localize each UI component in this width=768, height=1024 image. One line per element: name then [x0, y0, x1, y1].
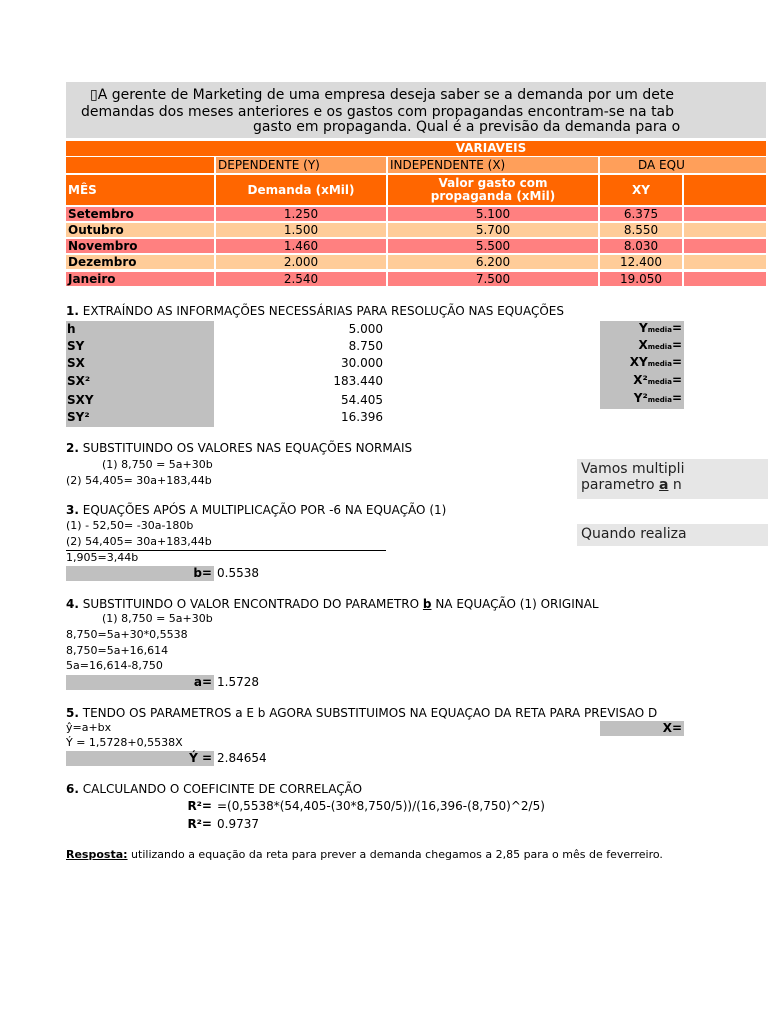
cell-demanda: 2.000 [216, 255, 386, 269]
dependente-header: DEPENDENTE (Y) [216, 157, 386, 173]
section-4-heading [66, 597, 599, 611]
cell-extra [684, 272, 766, 286]
s5-eq1: ŷ=a+bx [66, 721, 112, 734]
r2-value-label: R²= [187, 817, 212, 831]
y-label: Ý = [189, 751, 212, 765]
da-equacao-header: DA EQU [600, 157, 766, 173]
cell-xy: 8.550 [600, 223, 682, 237]
answer-label: Resposta: [66, 848, 128, 861]
section-2-heading [66, 441, 412, 455]
intro-line-2: demandas dos meses anteriores e os gastos com propagandas encontram-se na tab [81, 104, 675, 120]
section-number: 3. [66, 503, 79, 517]
b-label: b= [193, 566, 212, 580]
section-title: SUBSTITUINDO OS VALORES NAS EQUAÇÕES NORMAIS [82, 441, 413, 455]
y-value: 2.84654 [217, 751, 267, 765]
s1-value-sy2: 16.396 [341, 410, 383, 424]
x-media-label: Xmedia= [638, 338, 682, 352]
s2-eq1: (1) 8,750 = 5a+30b [102, 458, 213, 471]
s3-note-text: Quando realiza [581, 526, 687, 542]
s1-label-sy2: SY² [67, 410, 90, 424]
cell-xy: 12.400 [600, 255, 682, 269]
cell-mes: Outubro [66, 223, 214, 237]
xy-media-label: XYmedia= [629, 355, 682, 369]
cell-extra [684, 239, 766, 253]
r2-formula: =(0,5538*(54,405-(30*8,750/5))/(16,396-(8,750)^2/5) [217, 799, 545, 813]
s3-eq2: (2) 54,405= 30a+183,44b [66, 535, 212, 548]
answer [66, 848, 663, 861]
cell-mes: Dezembro [66, 255, 214, 269]
section-title: CALCULANDO O COEFICINTE DE CORRELAÇÃO [82, 782, 363, 796]
intro-line-3: gasto em propaganda. Qual é a previsão da demanda para o [253, 119, 681, 135]
s4-eq3: 8,750=5a+16,614 [66, 644, 169, 657]
s1-value-sx2: 183.440 [333, 374, 383, 388]
section-number: 5. [66, 706, 79, 720]
col-valor-header: Valor gasto com propaganda (xMil) [388, 175, 598, 205]
cell-demanda: 1.460 [216, 239, 386, 253]
s5-eq2: Ý = 1,5728+0,5538X [66, 736, 183, 749]
s1-label-sx: SX [67, 356, 85, 370]
s2-eq2: (2) 54,405= 30a+183,44b [66, 474, 212, 487]
s1-label-h: h [67, 322, 76, 336]
col-mes-header: MÊS [66, 175, 214, 205]
header-spacer [66, 157, 214, 173]
section-6-heading [66, 782, 362, 796]
y2-media-label: Y²media= [633, 391, 682, 405]
cell-xy: 19.050 [600, 272, 682, 286]
cell-extra [684, 207, 766, 221]
section-1-heading [66, 304, 564, 318]
s3-eq3: 1,905=3,44b [66, 551, 139, 564]
s1-value-h: 5.000 [348, 322, 383, 336]
s2-note [577, 459, 768, 499]
col-demanda-header: Demanda (xMil) [216, 175, 386, 205]
s1-value-sxy: 54.405 [341, 393, 383, 407]
section-title: SUBSTITUINDO O VALOR ENCONTRADO DO PARAMETRO [82, 597, 423, 611]
cell-xy: 8.030 [600, 239, 682, 253]
s4-eq2: 8,750=5a+30*0,5538 [66, 628, 188, 641]
x-label: X= [662, 721, 682, 735]
b-value: 0.5538 [217, 566, 259, 580]
s3-note [577, 524, 768, 546]
cell-valor: 7.500 [388, 272, 598, 286]
cell-valor: 5.700 [388, 223, 598, 237]
col-extra-header [684, 175, 766, 205]
section-title: EQUAÇÕES APÓS A MULTIPLICAÇÃO POR -6 NA EQUAÇÃO (1) [82, 503, 447, 517]
s3-eq1: (1) - 52,50= -30a-180b [66, 519, 194, 532]
cell-demanda: 2.540 [216, 272, 386, 286]
independente-header: INDEPENDENTE (X) [388, 157, 598, 173]
cell-xy: 6.375 [600, 207, 682, 221]
section-number: 2. [66, 441, 79, 455]
section-number: 6. [66, 782, 79, 796]
col-xy-header: XY [600, 175, 682, 205]
s1-label-sx2: SX² [67, 374, 91, 388]
section-number: 4. [66, 597, 79, 611]
r2-formula-label: R²= [187, 799, 212, 813]
cell-valor: 5.100 [388, 207, 598, 221]
x2-media-label: X²media= [633, 373, 682, 387]
cell-extra [684, 255, 766, 269]
cell-mes: Novembro [66, 239, 214, 253]
section-title: EXTRAÍNDO AS INFORMAÇÕES NECESSÁRIAS PARA RESOLUÇÃO NAS EQUAÇÕES [82, 304, 564, 318]
s1-value-sx: 30.000 [341, 356, 383, 370]
y-media-label: Ymedia= [639, 321, 682, 335]
a-value: 1.5728 [217, 675, 259, 689]
r2-value: 0.9737 [217, 817, 259, 831]
s2-note-line1: Vamos multipli [581, 461, 685, 477]
cell-valor: 6.200 [388, 255, 598, 269]
cell-mes: Setembro [66, 207, 214, 221]
s1-value-sy: 8.750 [348, 339, 383, 353]
intro-line-1: ▯A gerente de Marketing de uma empresa deseja saber se a demanda por um dete [90, 87, 674, 103]
variaveis-header: VARIAVEIS [216, 141, 766, 156]
cell-extra [684, 223, 766, 237]
section-title: TENDO OS PARAMETROS a E b AGORA SUBSTITUIMOS NA EQUAÇAO DA RETA PARA PREVISAO D [82, 706, 658, 720]
s4-eq1: (1) 8,750 = 5a+30b [102, 612, 213, 625]
cell-mes: Janeiro [66, 272, 214, 286]
section-5-heading [66, 706, 657, 720]
param-b: b [422, 597, 432, 611]
a-label: a= [193, 675, 212, 689]
answer-text: utilizando a equação da reta para prever a demanda chegamos a 2,85 para o mês de feverreiro. [127, 848, 663, 861]
s1-label-sxy: SXY [67, 393, 94, 407]
cell-demanda: 1.500 [216, 223, 386, 237]
s1-label-sy: SY [67, 339, 85, 353]
cell-valor: 5.500 [388, 239, 598, 253]
s4-eq4: 5a=16,614-8,750 [66, 659, 163, 672]
section-3-heading [66, 503, 446, 517]
section-title-end: NA EQUAÇÃO (1) ORIGINAL [431, 597, 599, 611]
s2-note-line2: parametro a n [581, 477, 682, 493]
cell-demanda: 1.250 [216, 207, 386, 221]
section-number: 1. [66, 304, 79, 318]
problem-statement [66, 82, 766, 138]
